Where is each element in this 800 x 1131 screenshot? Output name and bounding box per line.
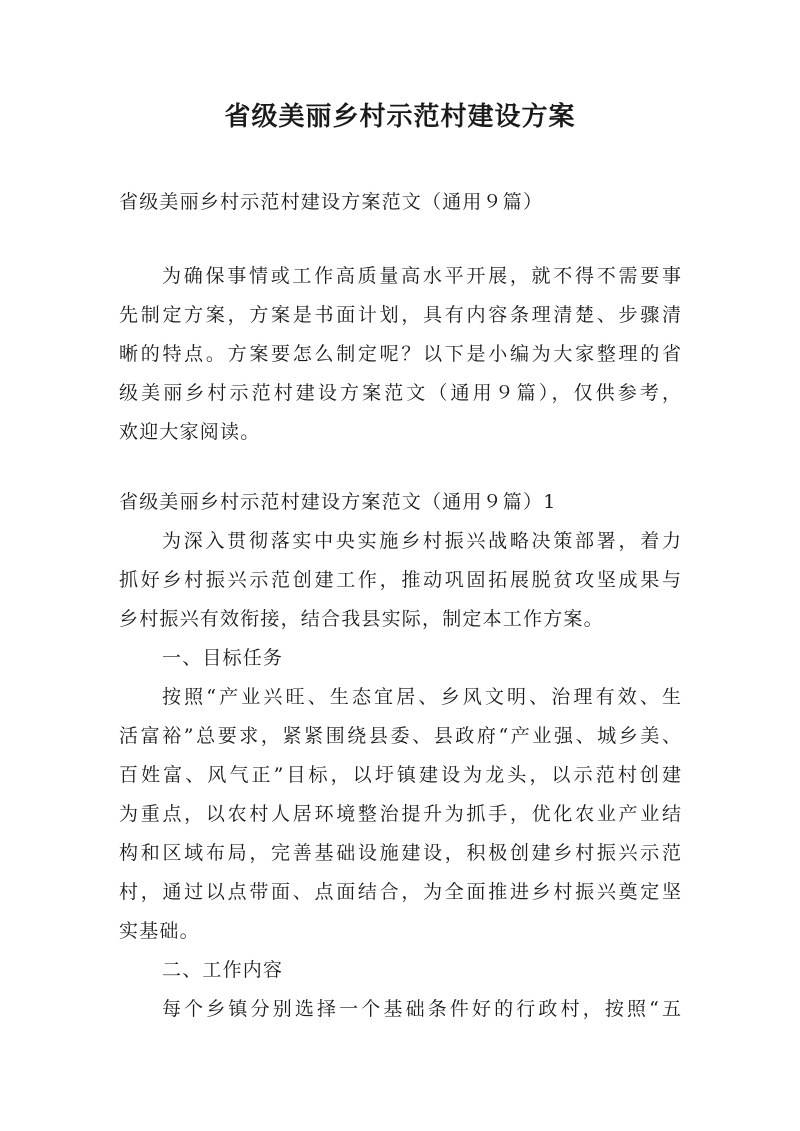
content-line-1: 每个乡镇分别选择一个基础条件好的行政村，按照“五 (162, 998, 681, 1020)
intro-line-2: 先制定方案，方案是书面计划，具有内容条理清楚、步骤清 (119, 304, 681, 326)
section1-heading: 省级美丽乡村示范村建设方案范文（通用９篇）1 (119, 491, 557, 513)
goal-line-4: 为重点，以农村人居环境整治提升为抓手，优化农业产业结 (119, 803, 681, 825)
document-subtitle: 省级美丽乡村示范村建设方案范文（通用９篇） (119, 191, 544, 213)
intro-line-4: 级美丽乡村示范村建设方案范文（通用９篇），仅供参考， (119, 382, 681, 404)
goal-line-6: 村，通过以点带面、点面结合，为全面推进乡村振兴奠定坚 (119, 881, 681, 903)
goal-line-1: 按照“产业兴旺、生态宜居、乡风文明、治理有效、生 (162, 686, 681, 708)
section1-line-3: 乡村振兴有效衔接，结合我县实际，制定本工作方案。 (119, 608, 604, 630)
intro-line-1: 为确保事情或工作高质量高水平开展，就不得不需要事 (162, 265, 681, 287)
heading-content: 二、工作内容 (162, 959, 284, 981)
goal-line-7: 实基础。 (119, 920, 200, 942)
section1-line-2: 抓好乡村振兴示范创建工作，推动巩固拓展脱贫攻坚成果与 (119, 569, 681, 591)
document-title: 省级美丽乡村示范村建设方案 (224, 102, 576, 132)
section1-line-1: 为深入贯彻落实中央实施乡村振兴战略决策部署，着力 (162, 530, 681, 552)
goal-line-2: 活富裕”总要求，紧紧围绕县委、县政府“产业强、城乡美、 (119, 725, 681, 747)
goal-line-5: 构和区域布局，完善基础设施建设，积极创建乡村振兴示范 (119, 842, 681, 864)
heading-goal: 一、目标任务 (162, 647, 284, 669)
intro-line-5: 欢迎大家阅读。 (119, 421, 261, 443)
intro-line-3: 晰的特点。方案要怎么制定呢？以下是小编为大家整理的省 (119, 343, 681, 365)
goal-line-3: 百姓富、风气正”目标，以圩镇建设为龙头，以示范村创建 (119, 764, 681, 786)
